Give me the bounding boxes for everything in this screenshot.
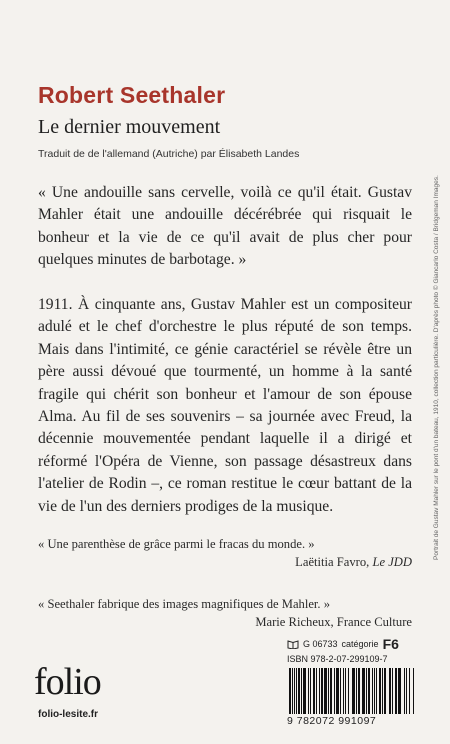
barcode-bar	[308, 668, 309, 714]
catalog-row	[287, 637, 417, 651]
barcode-bar	[296, 668, 297, 714]
barcode-bar	[340, 668, 341, 714]
barcode-bar	[298, 668, 300, 714]
barcode-bar	[334, 668, 335, 714]
press-quote-source	[38, 615, 412, 630]
barcode-bar	[313, 668, 315, 714]
publisher-website: folio-lesite.fr	[38, 709, 99, 720]
barcode-bar	[345, 668, 346, 714]
barcode-bar	[358, 668, 360, 714]
barcode-bar	[328, 668, 329, 714]
barcode-bar	[310, 668, 311, 714]
barcode-bar	[316, 668, 317, 714]
press-quote	[38, 537, 412, 570]
publisher-logo: folio	[34, 661, 101, 703]
catalog-block	[287, 637, 417, 727]
translator-credit: Traduit de de l'allemand (Autriche) par Élisabeth Landes	[38, 148, 300, 160]
barcode-bar	[352, 668, 355, 714]
author-name: Robert Seethaler	[38, 82, 226, 108]
catalog-category: F6	[382, 636, 399, 652]
barcode-bar	[382, 668, 383, 714]
barcode-bar	[376, 668, 377, 714]
barcode-bar	[303, 668, 306, 714]
press-quote-author: Marie Richeux, France Culture	[255, 615, 412, 629]
book-summary: 1911. À cinquante ans, Gustav Mahler est un compositeur adulé et le chef d'orchestre le plus réputé de son temps. Mais dans l'intimité, ce génie caractériel se révèle être un père aussi dévoué que tourmenté, un homme à la santé fragile qui chérit son bonheur et l'amour de son épouse Alma. Au fil de ses souvenirs – sa journée avec Freud, la décennie mouvementée pendant laquelle il a dirigé et réformé l'Opéra de Vienne, son passage désastreux dans l'atelier de Rodin –, ce roman restitue le cœur battant de la vie de l'un des derniers prodiges de la musique.	[38, 296, 412, 515]
barcode-bar	[362, 668, 365, 714]
press-quote-text: « Seethaler fabrique des images magnifiques de Mahler. »	[38, 597, 331, 611]
press-quote-text: « Une parenthèse de grâce parmi le fracas du monde. »	[38, 537, 315, 551]
barcode-bar	[389, 668, 391, 714]
barcode-bar	[292, 668, 293, 714]
press-quote	[38, 597, 412, 630]
catalog-code: G 06733	[303, 639, 338, 649]
barcode-bar	[301, 668, 302, 714]
barcode-bar	[356, 668, 357, 714]
barcode-bar	[374, 668, 375, 714]
barcode-bar	[289, 668, 291, 714]
excerpt-quote: « Une andouille sans cervelle, voilà ce qu'il était. Gustav Mahler était une andouille décérébrée qui risquait le bonheur et la vie de ce qu'il avait de plus cher pour quelques minutes de barbotage. »	[38, 184, 412, 269]
book-title: Le dernier mouvement	[38, 116, 221, 138]
press-quote-source	[38, 555, 412, 570]
barcode-bar	[348, 668, 349, 714]
barcode-bar	[366, 668, 367, 714]
press-quote-author: Laëtitia Favro,	[295, 555, 370, 569]
barcode-bar	[336, 668, 339, 714]
barcode-bar	[379, 668, 381, 714]
barcode-bar	[406, 668, 407, 714]
barcode-bar	[330, 668, 332, 714]
barcode-bar	[395, 668, 397, 714]
barcode-bar	[392, 668, 393, 714]
barcode-bar	[384, 668, 386, 714]
book-icon	[287, 639, 299, 649]
barcode-bar	[413, 668, 414, 714]
press-quote-outlet: Le JDD	[372, 555, 412, 569]
barcode-bar	[321, 668, 323, 714]
barcode-bar	[372, 668, 373, 714]
barcode-bar	[324, 668, 327, 714]
catalog-label: catégorie	[341, 639, 379, 649]
barcode-bar	[398, 668, 401, 714]
barcode-bar	[368, 668, 370, 714]
barcode-digits: 9 782072 991097	[287, 715, 377, 727]
barcode-bar	[409, 668, 410, 714]
barcode-bar	[294, 668, 295, 714]
barcode	[287, 668, 417, 714]
barcode-bar	[404, 668, 405, 714]
barcode-bar	[343, 668, 344, 714]
isbn: ISBN 978-2-07-299109-7	[287, 654, 388, 664]
photo-credit: Portrait de Gustav Mahler sur le pont d'un bateau, 1910, collection particulière. D'après photo © Giancarlo Costa / Bridgeman Images.	[433, 175, 440, 560]
barcode-bar	[319, 668, 320, 714]
